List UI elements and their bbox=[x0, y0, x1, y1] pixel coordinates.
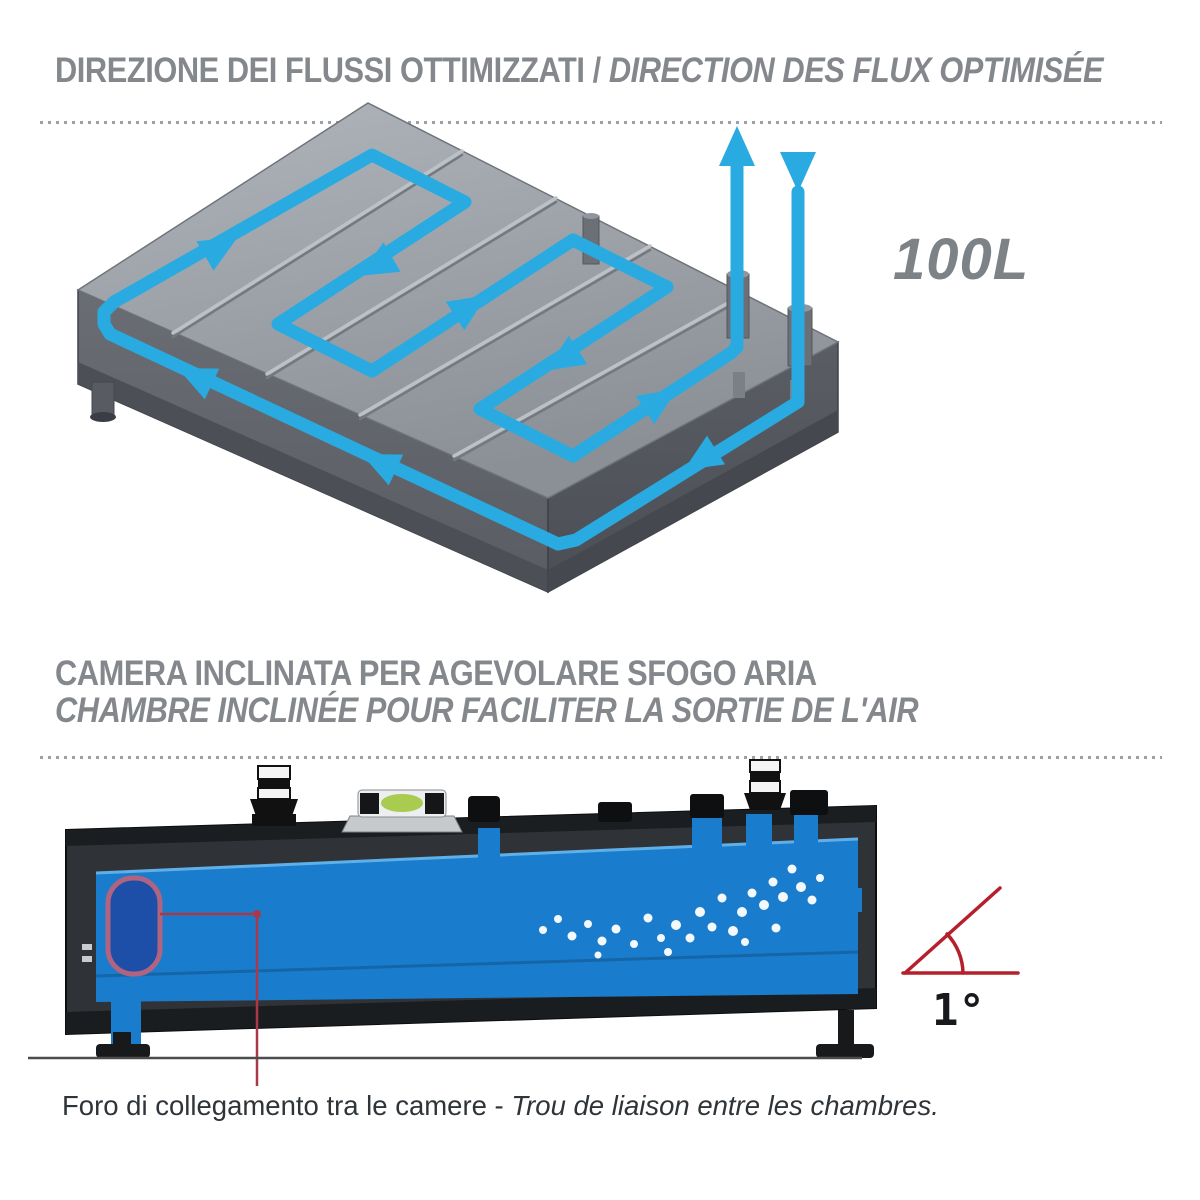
tank-foot bbox=[90, 382, 116, 422]
air-out-arrow-icon bbox=[719, 126, 755, 166]
chamber-connection-hole bbox=[108, 878, 160, 974]
tank-body-3d bbox=[78, 103, 838, 592]
capacity-label: 100L bbox=[893, 227, 1030, 292]
section2-title-fr: CHAMBRE INCLINÉE POUR FACILITER LA SORTIE DE L'AIR bbox=[55, 691, 919, 730]
tank-isometric-illustration bbox=[0, 90, 880, 660]
hole-caption-fr: Trou de liaison entre les chambres. bbox=[511, 1090, 939, 1121]
water-in-arrow-icon bbox=[780, 152, 816, 192]
breather-fitting bbox=[250, 766, 298, 826]
level-bubble bbox=[381, 794, 423, 812]
section1-title: DIREZIONE DEI FLUSSI OTTIMIZZATI / DIRECTION DES FLUX OPTIMISÉE bbox=[55, 51, 1104, 90]
tank-side-view-illustration bbox=[20, 755, 1180, 1115]
section1-title-it: DIREZIONE DEI FLUSSI OTTIMIZZATI bbox=[55, 51, 585, 90]
angle-indicator bbox=[903, 888, 1018, 1036]
section2-title-it: CAMERA INCLINATA PER AGEVOLARE SFOGO ARIA bbox=[55, 654, 817, 693]
spirit-level bbox=[342, 790, 462, 832]
hole-caption bbox=[62, 1090, 939, 1122]
threaded-fitting bbox=[744, 760, 786, 810]
section1-title-fr: DIRECTION DES FLUX OPTIMISÉE bbox=[608, 51, 1104, 90]
section2-title bbox=[55, 655, 918, 729]
angle-label: 1° bbox=[932, 985, 985, 1036]
hole-caption-it: Foro di collegamento tra le camere - bbox=[62, 1090, 512, 1121]
